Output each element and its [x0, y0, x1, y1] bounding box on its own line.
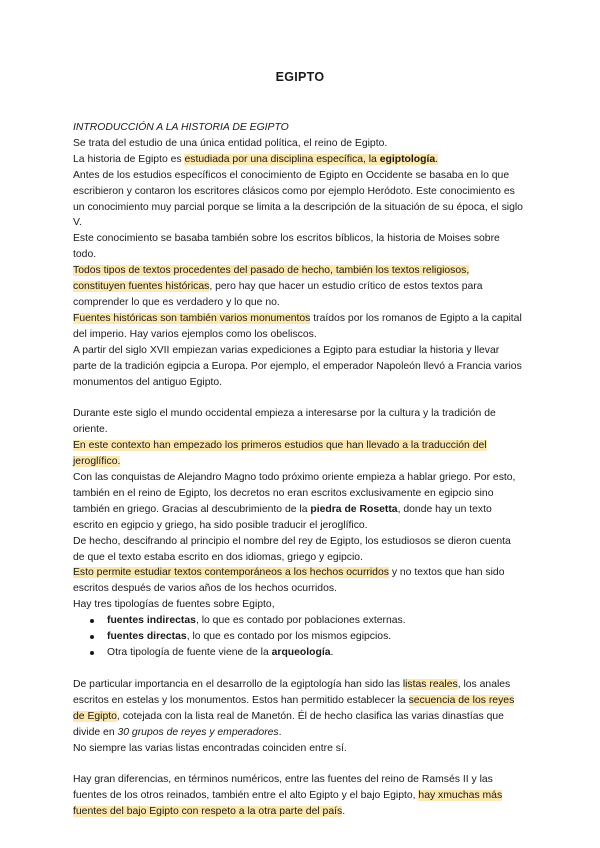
highlight: hay xmuchas más fuentes del bajo Egipto con respeto a la otra parte del país	[73, 790, 503, 818]
highlight: Fuentes históricas son también varios monumentos	[73, 312, 311, 324]
highlight: En este contexto han empezado los primeros estudios que han llevado a la traducción del jeroglífico.	[73, 440, 487, 468]
highlight: listas reales	[402, 678, 458, 690]
bold-term: egiptología	[379, 153, 436, 165]
paragraph-13: Hay tres tipologías de fuentes sobre Egipto,	[73, 599, 275, 611]
paragraph-9	[73, 438, 523, 470]
paragraph-12: Esto permite estudiar textos contemporáneos a los hechos ocurridos y no textos que han sido escritos después de varios años de los hechos ocurridos.	[73, 567, 505, 595]
highlight: secuencia de los reyes de Egipto	[73, 694, 515, 722]
section-heading: INTRODUCCIÓN A LA HISTORIA DE EGIPTO	[73, 122, 289, 133]
paragraph-5: Todos tipos de textos procedentes del pasado de hecho, también los textos religiosos, constituyen fuentes históricas, pero hay que hacer un estudio crítico de estos textos para comprender lo que es verdadero y lo que no.	[73, 265, 483, 308]
paragraph-7: A partir del siglo XVII empiezan varias expediciones a Egipto para estudiar la historia y llevar parte de la tradición egipcia a Europa. Por ejemplo, el emperador Napoleón llevó a Francia varios monumentos del antiguo Egipto.	[73, 344, 522, 388]
list-item: Otra tipología de fuente viene de la arqueología.	[107, 645, 523, 661]
paragraph-4: Este conocimiento se basaba también sobre los escritos bíblicos, la historia de Moises sobre todo.	[73, 233, 500, 261]
highlight: Esto permite estudiar textos contemporáneos a los hechos ocurridos	[73, 567, 389, 579]
paragraph-10: Con las conquistas de Alejandro Magno todo próximo oriente empieza a hablar griego. Por esto, también en el reino de Egipto, los decretos no eran escritos exclusivamente en egipcio sino también en griego. Gracias al descubrimiento de la piedra de Rosetta, donde hay un texto escrito en egipcio y griego, ha sido posible traducir el jeroglífico.	[73, 472, 516, 531]
paragraph-6: Fuentes históricas son también varios monumentos traídos por los romanos de Egipto a la capital del imperio. Hay varios ejemplos como los obeliscos.	[73, 312, 522, 340]
paragraph-16: Hay gran diferencias, en términos numéricos, entre las fuentes del reino de Ramsés II y las fuentes de los otros reinados, también entre el alto Egipto y el bajo Egipto, hay xmuchas más fuentes del bajo Egipto con respeto a la otra parte del país.	[73, 774, 503, 818]
paragraph-2: La historia de Egipto es estudiada por una disciplina específica, la egiptología.	[73, 153, 439, 165]
source-types-list	[73, 613, 523, 661]
paragraph-3: Antes de los estudios específicos el conocimiento de Egipto en Occidente se basaba en lo que escribieron y contaron los escritores clásicos como por ejemplo Heródoto. Este conocimiento es un conocimiento muy parcial porque se limita a la descripción de la situación de su época, el siglo V.	[73, 169, 523, 229]
paragraph-8: Durante este siglo el mundo occidental empieza a interesarse por la cultura y la tradición de oriente.	[73, 408, 496, 436]
highlight: estudiada por una disciplina específica, la egiptología.	[184, 153, 439, 165]
paragraph-1: Se trata del estudio de una única entidad política, el reino de Egipto.	[73, 137, 388, 149]
highlight: Todos tipos de textos procedentes del pasado de hecho, también los textos religiosos, constituyen fuentes históricas	[73, 265, 470, 293]
document-body	[73, 120, 523, 820]
paragraph-15: No siempre las varias listas encontradas coinciden entre sí.	[73, 742, 347, 754]
list-item: fuentes indirectas, lo que es contado por poblaciones externas.	[107, 613, 523, 629]
paragraph-11: De hecho, descifrando al principio el nombre del rey de Egipto, los estudiosos se dieron cuenta de que el texto estaba escrito en dos idiomas, griego y egipcio.	[73, 535, 511, 563]
page-title: EGIPTO	[275, 70, 325, 84]
list-item: fuentes directas, lo que es contado por los mismos egipcios.	[107, 629, 523, 645]
bold-term: piedra de Rosetta	[310, 503, 398, 515]
paragraph-14: De particular importancia en el desarrollo de la egiptología han sido las listas reales, los anales escritos en estelas y los monumentos. Estos han permitido establecer la secuencia de los reyes de Egipto, cotejada con la lista real de Manetón. Él de hecho clasifica las varias dinastías que divide en 30 grupos de reyes y emperadores.	[73, 678, 515, 738]
